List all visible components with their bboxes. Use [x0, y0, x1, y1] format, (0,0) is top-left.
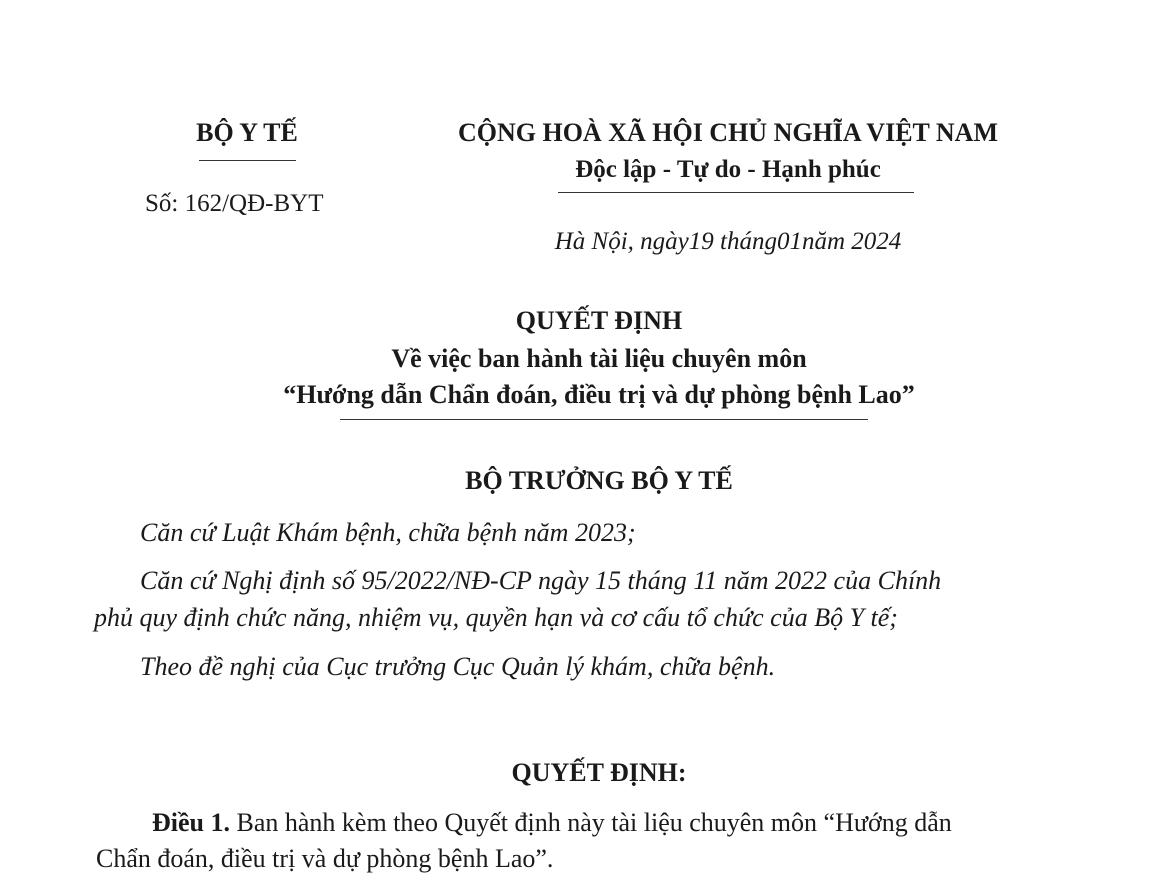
authority-heading: BỘ TRƯỞNG BỘ Y TẾ — [465, 466, 733, 495]
legal-basis-1: Căn cứ Luật Khám bệnh, chữa bệnh năm 2023; — [140, 518, 636, 547]
article-1-label: Điều 1. — [152, 808, 230, 837]
subject-underline — [340, 419, 868, 420]
subject-line-1: Về việc ban hành tài liệu chuyên môn — [391, 344, 807, 373]
motto: Độc lập - Tự do - Hạnh phúc — [575, 156, 881, 183]
article-1-line1 — [152, 808, 952, 838]
country-name: CỘNG HOÀ XÃ HỘI CHỦ NGHĨA VIỆT NAM — [457, 118, 999, 147]
subject-line-2: “Hướng dẫn Chẩn đoán, điều trị và dự phòng bệnh Lao” — [283, 380, 915, 409]
decision-heading: QUYẾT ĐỊNH: — [511, 758, 687, 787]
motto-underline — [558, 192, 914, 193]
ministry-name: BỘ Y TẾ — [196, 118, 298, 147]
document-type-title: QUYẾT ĐỊNH — [515, 306, 683, 335]
legal-basis-2-line2: phủ quy định chức năng, nhiệm vụ, quyền hạn và cơ cấu tổ chức của Bộ Y tế; — [94, 603, 898, 632]
legal-basis-2-line1: Căn cứ Nghị định số 95/2022/NĐ-CP ngày 15 tháng 11 năm 2022 của Chính — [140, 566, 942, 595]
ministry-underline — [199, 160, 296, 161]
place-and-date: Hà Nội, ngày19 tháng01năm 2024 — [554, 228, 902, 255]
article-1-text: Ban hành kèm theo Quyết định này tài liệu chuyên môn “Hướng dẫn — [230, 808, 952, 837]
document-number: Số: 162/QĐ-BYT — [145, 190, 324, 217]
article-1-line2: Chẩn đoán, điều trị và dự phòng bệnh Lao”. — [96, 844, 554, 873]
legal-basis-3: Theo đề nghị của Cục trưởng Cục Quản lý khám, chữa bệnh. — [140, 652, 776, 681]
